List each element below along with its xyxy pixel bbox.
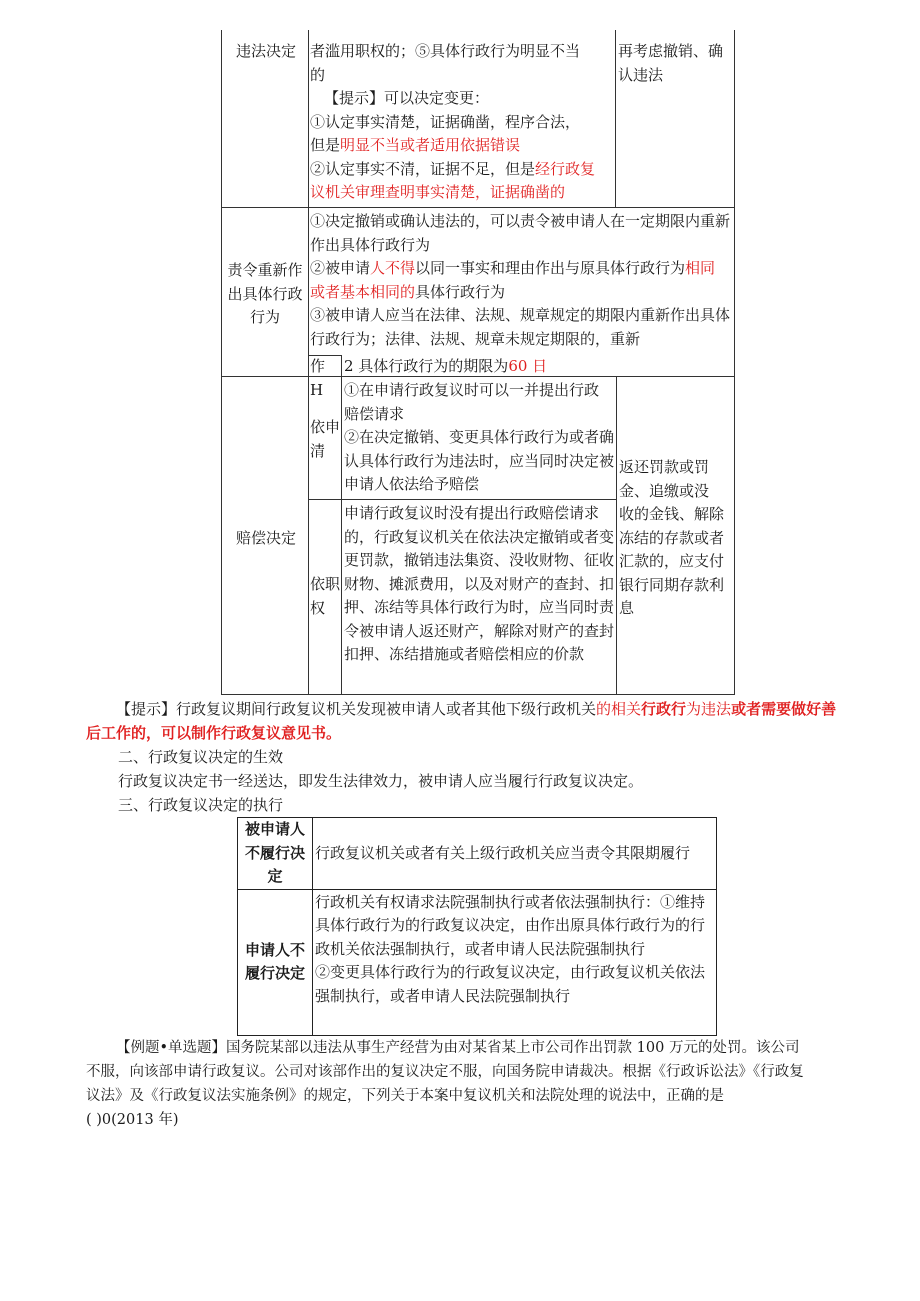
row-content: 者滥用职权的；⑤具体行政行为明显不当 的 【提示】可以决定变更： ①认定事实清楚，证据确凿，程序合法， 但是明显不当或者适用依据错误 ②认定事实不清，证据不足，但是经行政复 议机关审理查明事实清楚，证据确凿的 [310, 42, 596, 201]
table-row [238, 889, 717, 1035]
row-label: 赔偿决定 [235, 529, 296, 547]
row-remark: 返还罚款或罚 金、追缴或没 收的金钱、解除 冻结的存款或者 汇款的，应支付 银行同期存款利 息 [619, 458, 725, 617]
tip-paragraph: 【提示】行政复议期间行政复议机关发现被申请人或者其他下级行政机关的相关行政行为违法或者需要做好善 后工作的，可以制作行政复议意见书。 [86, 700, 837, 742]
table-border-bottom [221, 694, 735, 695]
table-divider [341, 355, 342, 695]
row-label: 责令重新作 出具体行政 行为 [227, 261, 303, 326]
table-divider [616, 377, 617, 695]
row-content: 行政复议机关或者有关上级行政机关应当责令其限期履行 [313, 818, 717, 890]
section-text: 行政复议决定书一经送达，即发生法律效力，被申请人应当履行行政复议决定。 [118, 772, 644, 790]
table-divider [308, 30, 309, 695]
row-content: 行政机关有权请求法院强制执行或者依法强制执行：①维持 具体行政行为的行政复议决定，由作出原具体行政行为的行 政机关依法强制执行，或者申请人民法院强制执行 ②变更具体行政行为的行政复议决定，由行政复议机关依法 强制执行，或者申请人民法院强制执行 [313, 889, 717, 1035]
row-content: ①决定撤销或确认违法的，可以责令被申请人在一定期限内重新 作出具体行政行为 ②被申请人不得以同一事实和理由作出与原具体行政行为相同 或者基本相同的具体行政行为 ③被申请人应当在法律、法规、规章规定的期限内重新作出具体 行政行为；法律、法规、规章未规定期限的，重新 [310, 212, 731, 348]
table-row [238, 818, 717, 890]
sub-content: 申请行政复议时没有提出行政赔偿请求 的，行政复议机关在依法决定撤销或者变 更罚款，撤销违法集资、没收财物、征收 财物、摊派费用，以及对财产的查封、扣 押、冻结等具体行政行为时，应当同时责 令被申请人返还财产，解除对财产的查封 扣押、冻结措施或者赔偿相应的价款 [344, 504, 615, 663]
execution-table [237, 817, 717, 1036]
row-remark: 再考虑撤销、确 认违法 [618, 42, 724, 84]
sub-label: 依职 权 [310, 575, 341, 617]
row-label: 申请人不 履行决定 [238, 889, 313, 1035]
table-row-line [221, 207, 735, 208]
table-border-right [734, 30, 735, 695]
row-label: 被申请人 不履行决 定 [238, 818, 313, 890]
sub-label: 依申 清 [310, 418, 341, 460]
sub-content: ①在申请行政复议时可以一并提出行政 赔偿请求 ②在决定撤销、变更具体行政行为或者确 认具体行政行为违法时，应当同时决定被 申请人依法给予赔偿 [344, 381, 615, 493]
example-question: 【例题•单选题】国务院某部以违法从事生产经营为由对某省某上市公司作出罚款 100 万元的处罚。该公司 不服，向该部申请行政复议。公司对该部作出的复议决定不服，向国务院申请裁决。根据《行政诉讼法》《行政复 议法》及《行政复议法实施条例》的规定，下列关于本案中复议机关和法院处理的说法中，正确的是 ( )0(2013 年) [86, 1040, 804, 1128]
table-border-left [221, 30, 222, 695]
table-divider [615, 30, 616, 207]
section-heading: 二、行政复议决定的生效 [118, 748, 284, 766]
row-label: 违法决定 [235, 42, 296, 60]
table-row-line [308, 499, 617, 500]
section-heading: 三、行政复议决定的执行 [118, 796, 284, 814]
